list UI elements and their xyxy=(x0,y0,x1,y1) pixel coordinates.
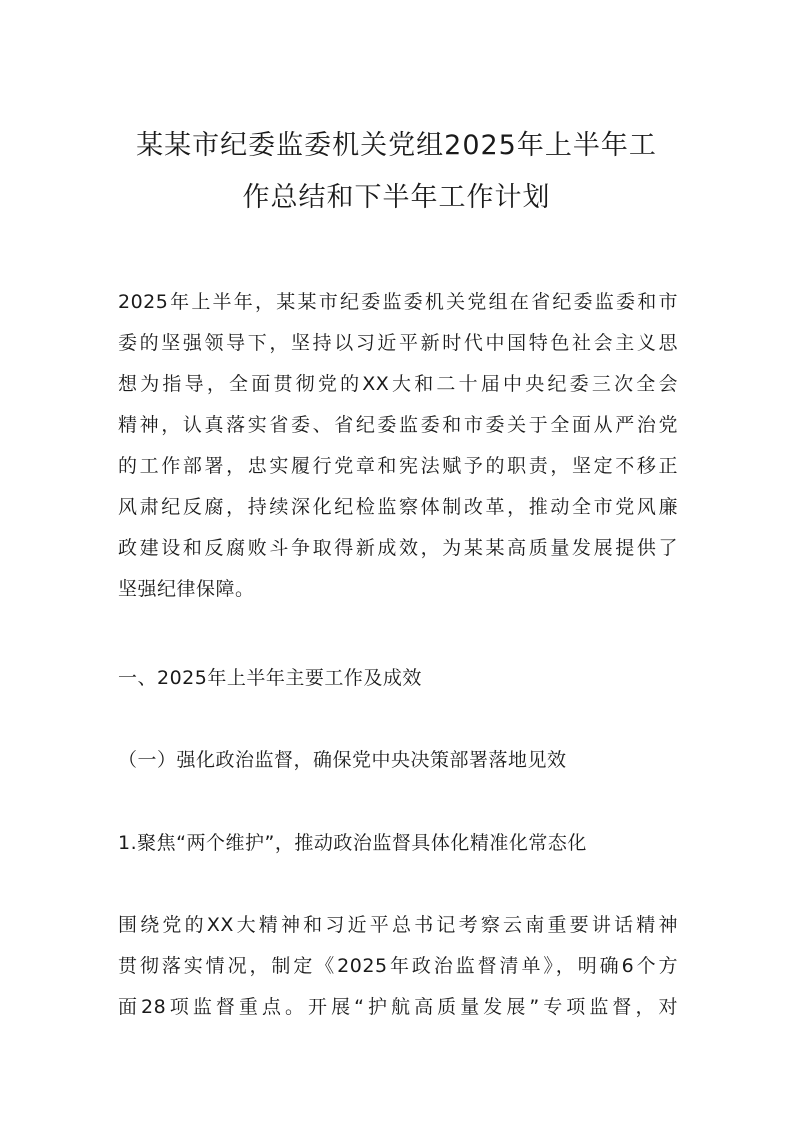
intro-line-6: 风肃纪反腐，持续深化纪检监察体制改革，推动全市党风廉 xyxy=(118,496,678,518)
intro-line-2: 委的坚强领导下，坚持以习近平新时代中国特色社会主义思 xyxy=(118,332,678,354)
body-line-2: 贯彻落实情况，制定《2025年政治监督清单》，明确6个方 xyxy=(118,955,678,977)
item-heading: 1.聚焦“两个维护”，推动政治监督具体化精准化常态化 xyxy=(118,832,587,854)
subsection-heading: （一）强化政治监督，确保党中央决策部署落地见效 xyxy=(118,749,567,771)
title-line-1: 某某市纪委监委机关党组2025年上半年工 xyxy=(136,130,657,161)
body-line-3: 面28项监督重点。开展“护航高质量发展”专项监督，对 xyxy=(118,996,678,1018)
body-line-1: 围绕党的XX大精神和习近平总书记考察云南重要讲话精神 xyxy=(118,914,678,936)
intro-line-8: 坚强纪律保障。 xyxy=(118,578,255,600)
intro-line-5: 的工作部署，忠实履行党章和宪法赋予的职责，坚定不移正 xyxy=(118,455,678,477)
intro-paragraph xyxy=(118,282,678,610)
intro-line-4: 精神，认真落实省委、省纪委监委和市委关于全面从严治党 xyxy=(118,414,678,436)
section-heading: 一、2025年上半年主要工作及成效 xyxy=(118,667,422,689)
intro-line-3: 想为指导，全面贯彻党的XX大和二十届中央纪委三次全会 xyxy=(118,373,678,395)
intro-line-1: 2025年上半年，某某市纪委监委机关党组在省纪委监委和市 xyxy=(118,291,678,313)
body-paragraph xyxy=(118,905,678,1028)
title-line-2: 作总结和下半年工作计划 xyxy=(242,182,551,213)
document-title xyxy=(100,120,693,224)
intro-line-7: 政建设和反腐败斗争取得新成效，为某某高质量发展提供了 xyxy=(118,537,678,559)
